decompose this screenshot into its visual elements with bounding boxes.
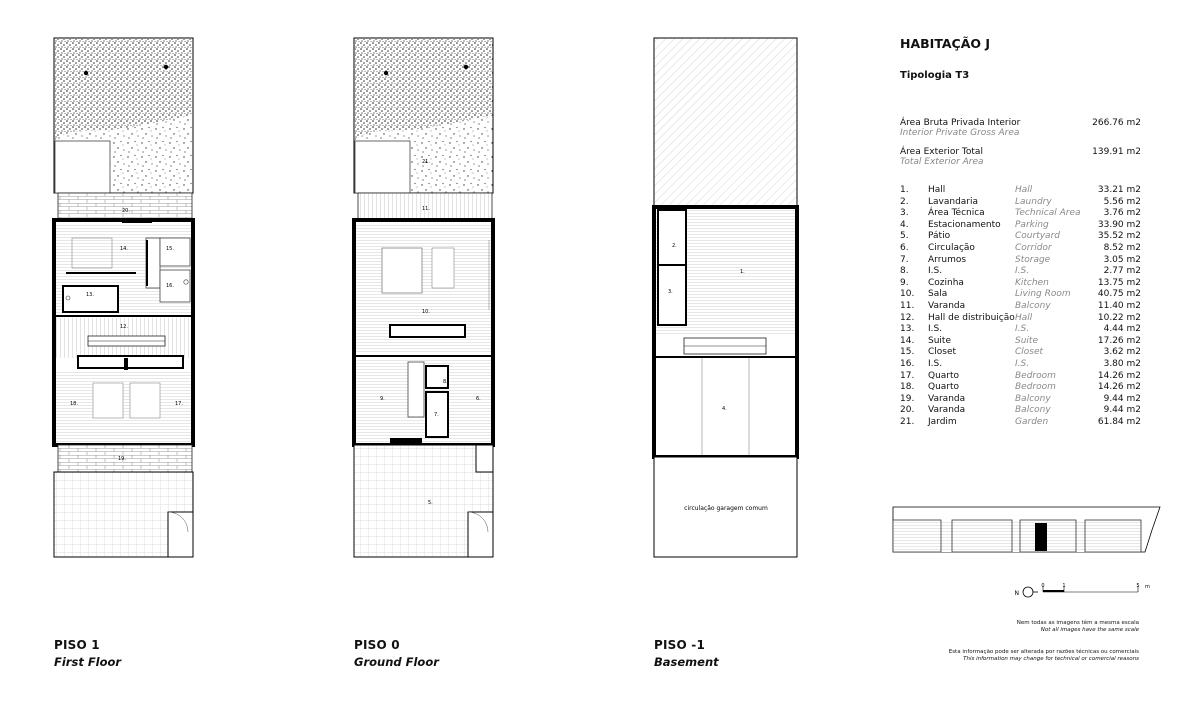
- room-row: [900, 347, 1141, 359]
- scale-note: [1017, 620, 1139, 634]
- plan-basement: [654, 38, 797, 557]
- room-number: 15.: [900, 347, 915, 358]
- room-number: 20.: [900, 405, 915, 416]
- room-name: Hall de distribuição: [928, 312, 1015, 323]
- tree-icon: [164, 65, 168, 69]
- interior-area-value: 266.76 m2: [1092, 118, 1141, 128]
- tree-icon: [464, 65, 468, 69]
- room-label-19: 19.: [118, 456, 126, 462]
- room-label-15: 15.: [166, 246, 174, 252]
- floor-name-en: Basement: [654, 655, 719, 669]
- room-name: Lavandaria: [928, 196, 979, 207]
- room-name: Área Técnica: [928, 208, 985, 219]
- room-name: Pátio: [928, 231, 951, 242]
- room-name-en: I.S.: [1015, 324, 1030, 335]
- room-name-en: Bedroom: [1015, 370, 1056, 381]
- room-number: 1.: [900, 185, 909, 195]
- scale-bar: [1015, 583, 1151, 597]
- room-row: [900, 417, 1141, 429]
- room-name-en: Balcony: [1015, 405, 1051, 416]
- room-number: 21.: [900, 416, 915, 427]
- room-label-20: 20.: [122, 208, 130, 214]
- floor-name-pt: PISO -1: [654, 638, 706, 652]
- room-area: 35.52 m2: [1097, 231, 1141, 242]
- room-row: [900, 197, 1141, 209]
- room-label-5: 5.: [428, 500, 433, 506]
- room-name: I.S.: [928, 324, 943, 335]
- room-name-en: Hall: [1015, 185, 1033, 195]
- room-area: 4.44 m2: [1103, 324, 1141, 335]
- room-row: [900, 336, 1141, 348]
- room-schedule-table: [900, 185, 1141, 428]
- floor-caption-basement: [654, 638, 719, 669]
- room-name-en: Living Room: [1015, 289, 1071, 300]
- room-label-14: 14.: [120, 246, 128, 252]
- room-number: 4.: [900, 219, 909, 230]
- room-row: [900, 313, 1141, 325]
- scale-zero: 0: [1041, 583, 1045, 589]
- room-label-16: 16.: [166, 283, 174, 289]
- room-number: 7.: [900, 254, 909, 265]
- room-label-1: 1.: [740, 269, 745, 275]
- room-area: 3.05 m2: [1103, 254, 1141, 265]
- room-name: Varanda: [928, 300, 966, 311]
- room-label-21: 21.: [422, 159, 430, 165]
- room-row: [900, 371, 1141, 383]
- room-number: 16.: [900, 358, 915, 369]
- interior-area-row: [900, 118, 1141, 138]
- room-area: 3.62 m2: [1103, 347, 1141, 358]
- room-area: 9.44 m2: [1103, 405, 1141, 416]
- room-number: 8.: [900, 266, 909, 277]
- room-number: 10.: [900, 289, 915, 300]
- room-name: Quarto: [928, 382, 960, 393]
- room-row: [900, 382, 1141, 394]
- room-area: 11.40 m2: [1097, 300, 1141, 311]
- room-row: [900, 185, 1141, 197]
- room-name-en: Bedroom: [1015, 382, 1056, 393]
- room-number: 17.: [900, 370, 915, 381]
- room-name: I.S.: [928, 358, 943, 369]
- room-name-en: Balcony: [1015, 300, 1051, 311]
- floor-name-en: First Floor: [54, 655, 122, 669]
- room-name-en: Parking: [1015, 219, 1049, 230]
- change-note-pt: Esta informação pode ser alterada por razões técnicas ou comerciais: [948, 649, 1139, 655]
- room-number: 9.: [900, 277, 909, 288]
- room-name-en: Suite: [1015, 335, 1038, 346]
- room-name-en: Balcony: [1015, 393, 1051, 404]
- room-label-6: 6.: [476, 396, 481, 402]
- exterior-area-label: Área Exterior Total: [900, 147, 983, 157]
- room-name: I.S.: [928, 266, 943, 277]
- interior-area-label: Área Bruta Privada Interior: [900, 118, 1021, 128]
- room-number: 3.: [900, 208, 909, 219]
- room-name: Quarto: [928, 370, 960, 381]
- floor-name-pt: PISO 1: [54, 638, 100, 652]
- room-area: 3.76 m2: [1103, 208, 1141, 219]
- room-number: 13.: [900, 324, 915, 335]
- room-area: 17.26 m2: [1097, 335, 1141, 346]
- room-row: [900, 289, 1141, 301]
- room-area: 61.84 m2: [1097, 416, 1141, 427]
- room-label-17: 17.: [175, 401, 183, 407]
- room-name-en: Courtyard: [1015, 231, 1060, 242]
- room-row: [900, 220, 1141, 232]
- room-name: Cozinha: [928, 277, 964, 288]
- room-name: Arrumos: [928, 254, 967, 265]
- room-area: 33.90 m2: [1097, 219, 1141, 230]
- room-row: [900, 394, 1141, 406]
- room-area: 40.75 m2: [1097, 289, 1141, 300]
- room-name: Varanda: [928, 405, 966, 416]
- room-area: 5.56 m2: [1103, 196, 1141, 207]
- room-area: 9.44 m2: [1103, 393, 1141, 404]
- room-row: [900, 255, 1141, 267]
- scale-unit: m: [1145, 584, 1150, 590]
- room-label-10: 10.: [422, 309, 430, 315]
- room-row: [900, 208, 1141, 220]
- room-area: 14.26 m2: [1097, 382, 1141, 393]
- room-name-en: Garden: [1015, 416, 1049, 427]
- room-name: Estacionamento: [928, 219, 1001, 230]
- room-row: [900, 243, 1141, 255]
- room-row: [900, 278, 1141, 290]
- room-label-3: 3.: [668, 289, 673, 295]
- interior-area-label-en: Interior Private Gross Area: [900, 128, 1020, 138]
- room-label-12: 12.: [120, 324, 128, 330]
- room-number: 6.: [900, 242, 909, 253]
- change-note: [949, 649, 1139, 663]
- floor-caption-ground: [354, 638, 439, 669]
- scale-note-pt: Nem todas as imagens têm a mesma escala: [1016, 620, 1139, 626]
- floor-name-pt: PISO 0: [354, 638, 400, 652]
- plan-first-floor: [54, 38, 193, 557]
- room-area: 2.77 m2: [1103, 266, 1141, 277]
- room-name-en: Kitchen: [1015, 277, 1049, 288]
- garage-circulation-label: circulação garagem comum: [684, 505, 768, 512]
- room-number: 2.: [900, 196, 909, 207]
- exterior-area-value: 139.91 m2: [1092, 147, 1141, 157]
- room-name-en: Closet: [1015, 347, 1044, 358]
- room-name: Sala: [928, 289, 948, 300]
- room-label-11: 11.: [422, 206, 430, 212]
- north-label: N: [1014, 590, 1019, 597]
- room-name-en: Storage: [1015, 254, 1051, 265]
- tree-icon: [84, 71, 88, 75]
- room-label-8: 8.: [443, 379, 448, 385]
- room-number: 14.: [900, 335, 915, 346]
- room-name-en: Technical Area: [1015, 208, 1081, 219]
- room-label-13: 13.: [86, 292, 94, 298]
- room-name-en: Corridor: [1015, 242, 1052, 253]
- room-name: Varanda: [928, 393, 966, 404]
- exterior-area-row: [900, 147, 1141, 167]
- room-area: 8.52 m2: [1103, 242, 1141, 253]
- room-label-9: 9.: [380, 396, 385, 402]
- room-row: [900, 405, 1141, 417]
- typology-label: Tipologia T3: [900, 70, 970, 81]
- scale-one: 1: [1062, 583, 1066, 589]
- room-name: Jardim: [928, 416, 957, 427]
- scale-five: 5: [1136, 583, 1140, 589]
- room-name: Hall: [928, 185, 946, 195]
- room-area: 13.75 m2: [1097, 277, 1141, 288]
- unit-highlight: [1035, 523, 1047, 551]
- floor-caption-first: [54, 638, 121, 669]
- room-number: 12.: [900, 312, 915, 323]
- floor-name-en: Ground Floor: [354, 655, 439, 669]
- room-name-en: I.S.: [1015, 266, 1030, 277]
- room-name: Suite: [928, 335, 951, 346]
- change-note-en: This information may change for technical or comercial reasons: [963, 656, 1139, 662]
- room-name-en: Hall: [1015, 312, 1033, 323]
- room-name-en: Laundry: [1015, 196, 1052, 207]
- room-label-4: 4.: [722, 406, 727, 412]
- tree-icon: [384, 71, 388, 75]
- room-name: Closet: [928, 347, 957, 358]
- room-label-7: 7.: [434, 412, 439, 418]
- room-area: 10.22 m2: [1097, 312, 1141, 323]
- north-arrow-icon: [1023, 587, 1033, 597]
- room-row: [900, 266, 1141, 278]
- room-row: [900, 324, 1141, 336]
- exterior-area-label-en: Total Exterior Area: [900, 157, 984, 167]
- room-label-2: 2.: [672, 243, 677, 249]
- room-number: 18.: [900, 382, 915, 393]
- key-plan: [893, 507, 1160, 552]
- room-area: 3.80 m2: [1103, 358, 1141, 369]
- room-number: 5.: [900, 231, 909, 242]
- room-row: [900, 301, 1141, 313]
- room-row: [900, 231, 1141, 243]
- room-area: 33.21 m2: [1097, 185, 1141, 195]
- room-number: 11.: [900, 300, 915, 311]
- room-name-en: I.S.: [1015, 358, 1030, 369]
- room-row: [900, 359, 1141, 371]
- project-title: HABITAÇÃO J: [900, 36, 991, 51]
- room-area: 14.26 m2: [1097, 370, 1141, 381]
- plan-ground-floor: [354, 38, 493, 557]
- room-name: Circulação: [928, 242, 975, 253]
- room-label-18: 18.: [70, 401, 78, 407]
- scale-note-en: Not all images have the same scale: [1040, 627, 1139, 633]
- room-number: 19.: [900, 393, 915, 404]
